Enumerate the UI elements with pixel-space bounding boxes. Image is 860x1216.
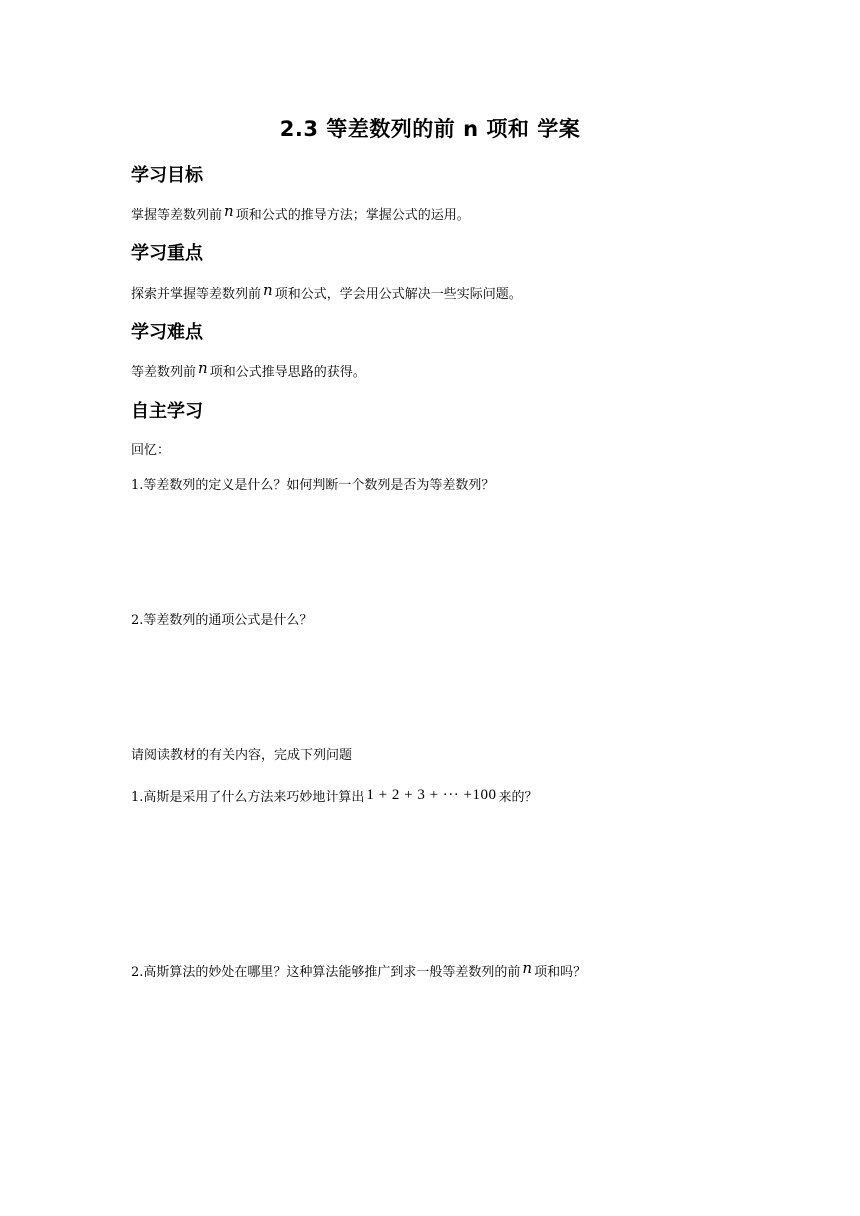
reading-prompt: 请阅读教材的有关内容，完成下列问题 bbox=[131, 748, 353, 763]
difficulties-heading: 学习难点 bbox=[131, 322, 203, 343]
objectives-text-before: 掌握等差数列前 bbox=[131, 208, 223, 223]
objectives-var-n: n bbox=[224, 202, 234, 220]
key-points-text-before: 探索并掌握等差数列前 bbox=[131, 287, 262, 302]
difficulties-var-n: n bbox=[198, 359, 208, 377]
key-points-var-n: n bbox=[263, 281, 273, 299]
gauss-q1-text-before: 1.高斯是采用了什么方法来巧妙地计算出 bbox=[131, 790, 365, 805]
recall-question-1: 1.等差数列的定义是什么？如何判断一个数列是否为等差数列？ bbox=[131, 478, 495, 493]
gauss-q2-text-after: 项和吗？ bbox=[534, 965, 587, 980]
key-points-text-after: 项和公式，学会用公式解决一些实际问题。 bbox=[274, 287, 522, 302]
key-points-text bbox=[131, 283, 522, 302]
objectives-text-after: 项和公式的推导方法；掌握公式的运用。 bbox=[235, 208, 470, 223]
objectives-heading: 学习目标 bbox=[131, 165, 203, 186]
key-points-heading: 学习重点 bbox=[131, 243, 203, 264]
difficulties-text bbox=[131, 361, 366, 380]
gauss-q2-var-n: n bbox=[522, 959, 533, 977]
page-title: 2.3 等差数列的前 n 项和 学案 bbox=[279, 117, 581, 141]
gauss-sum-expression: 1 + 2 + 3 + ··· +100 bbox=[366, 787, 497, 803]
recall-label: 回忆： bbox=[131, 443, 171, 458]
recall-question-2: 2.等差数列的通项公式是什么？ bbox=[131, 613, 313, 628]
gauss-q2-text-before: 2.高斯算法的妙处在哪里？这种算法能够推广到求一般等差数列的前 bbox=[131, 965, 521, 980]
self-study-heading: 自主学习 bbox=[131, 401, 203, 422]
objectives-text bbox=[131, 204, 470, 223]
difficulties-text-after: 项和公式推导思路的获得。 bbox=[209, 365, 366, 380]
gauss-question-1 bbox=[131, 786, 538, 806]
difficulties-text-before: 等差数列前 bbox=[131, 365, 197, 380]
gauss-question-2 bbox=[131, 961, 586, 980]
gauss-q1-text-after: 来的？ bbox=[498, 790, 538, 805]
